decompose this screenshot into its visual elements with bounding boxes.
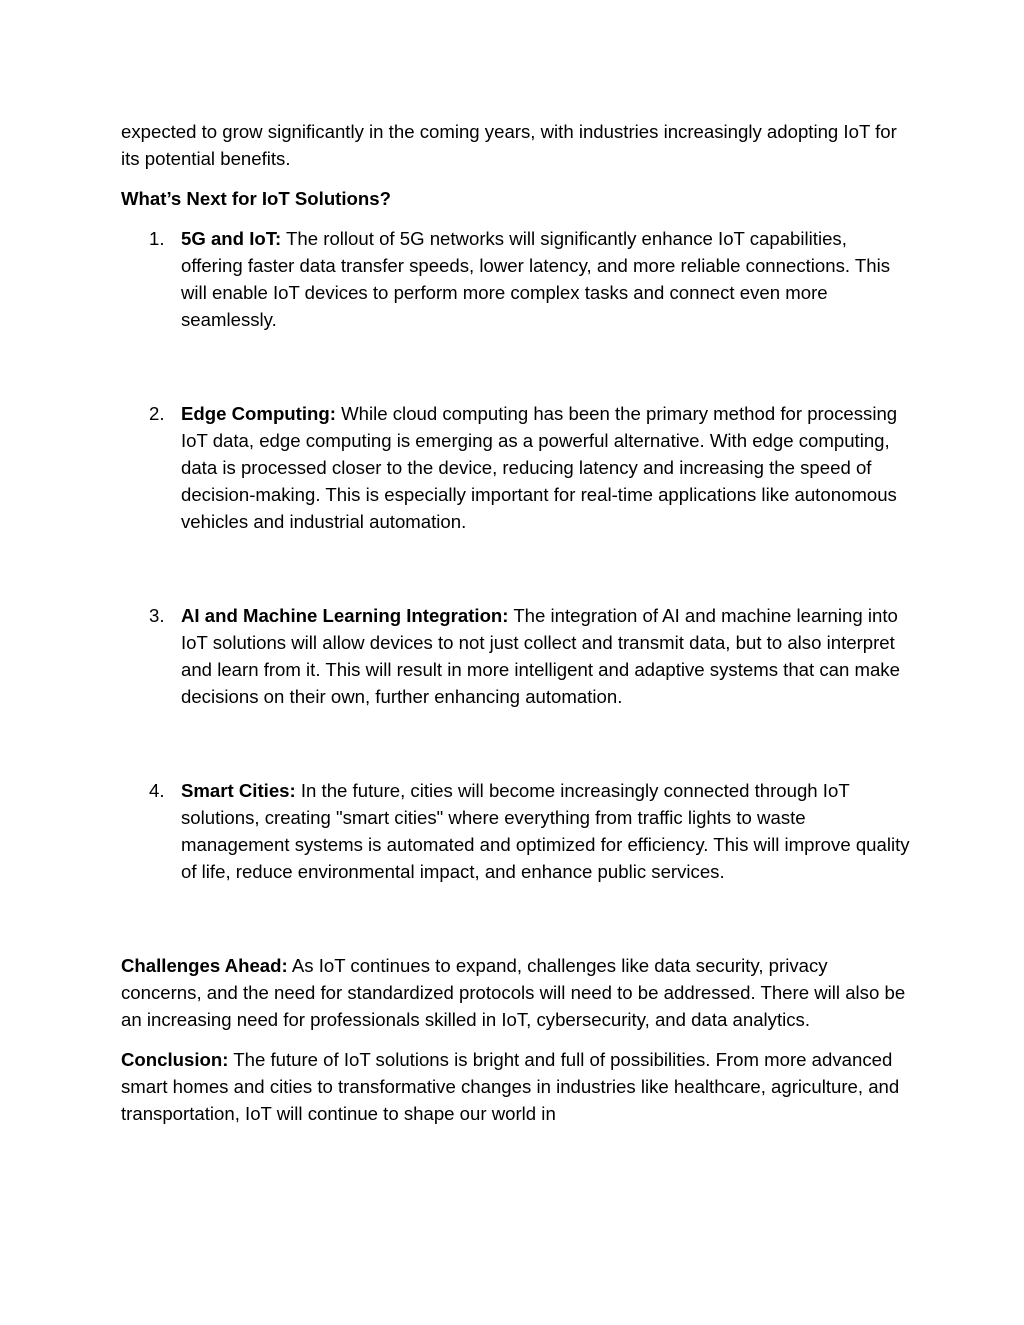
list-number: 2. [149, 403, 165, 424]
list-item-title: Smart Cities: [181, 780, 296, 801]
section-heading: What’s Next for IoT Solutions? [121, 188, 391, 209]
list-number: 1. [149, 228, 165, 249]
list-item-edge-computing [121, 400, 911, 535]
list-item-title: 5G and IoT: [181, 228, 282, 249]
list-number: 3. [149, 605, 165, 626]
list-item-body: The rollout of 5G networks will significantly enhance IoT capabilities, offering faster data transfer speeds, lower latency, and more reliable connections. This will enable IoT devices to perform more complex tasks and connect even more seamlessly. [181, 228, 891, 330]
challenges-body: As IoT continues to expand, challenges like data security, privacy concerns, and the need for standardized protocols will need to be addressed. There will also be an increasing need for professionals skilled in IoT, cybersecurity, and data analytics. [121, 955, 906, 1030]
list-item-body: The integration of AI and machine learning into IoT solutions will allow devices to not just collect and transmit data, but to also interpret and learn from it. This will result in more intelligent and adaptive systems that can make decisions on their own, further enhancing automation. [181, 605, 900, 707]
intro-paragraph: expected to grow significantly in the coming years, with industries increasingly adopting IoT for its potential benefits. [121, 121, 897, 169]
list-number: 4. [149, 780, 165, 801]
list-item-body: In the future, cities will become increasingly connected through IoT solutions, creating "smart cities" where everything from traffic lights to waste management systems is automated and optimized for efficiency. This will improve quality of life, reduce environmental impact, and enhance public services. [181, 780, 910, 882]
list-item-body: While cloud computing has been the primary method for processing IoT data, edge computing is emerging as a powerful alternative. With edge computing, data is processed closer to the device, reducing latency and increasing the speed of decision-making. This is especially important for real-time applications like autonomous vehicles and industrial automation. [181, 403, 898, 532]
list-item-smart-cities [121, 777, 911, 885]
list-item-title: Edge Computing: [181, 403, 336, 424]
list-item-ai-ml [121, 602, 911, 710]
conclusion-title: Conclusion: [121, 1049, 229, 1070]
conclusion-body: The future of IoT solutions is bright and full of possibilities. From more advanced smart homes and cities to transformative changes in industries like healthcare, agriculture, and transportation, IoT will continue to shape our world in [121, 1049, 900, 1124]
list-item-5g-iot [121, 225, 911, 333]
list-item-title: AI and Machine Learning Integration: [181, 605, 509, 626]
conclusion-paragraph [121, 1046, 911, 1127]
challenges-title: Challenges Ahead: [121, 955, 288, 976]
numbered-list [121, 225, 911, 885]
page-content [121, 118, 911, 1140]
challenges-paragraph [121, 952, 911, 1033]
